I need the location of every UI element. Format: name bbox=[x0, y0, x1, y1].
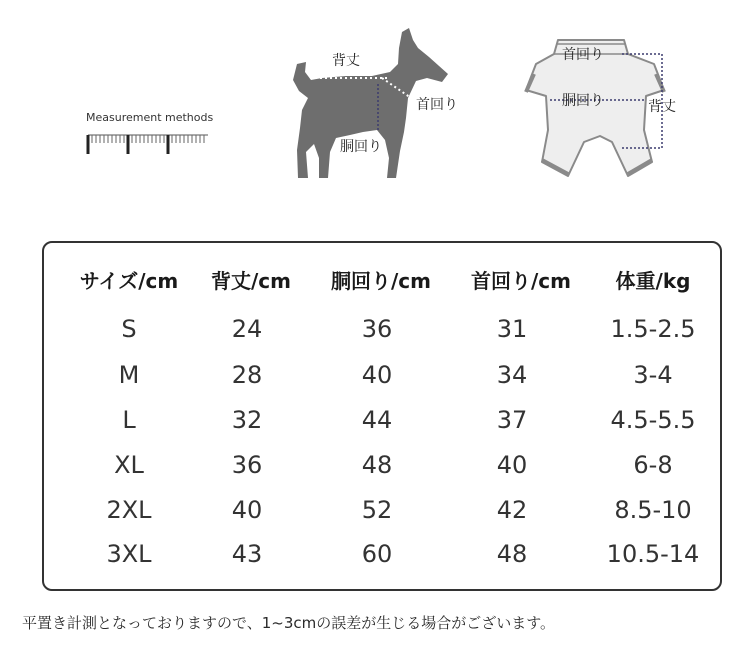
row-xl-back: 36 bbox=[231, 451, 263, 479]
header-chest: 胴回り/cm bbox=[331, 269, 431, 293]
row-3xl-back: 43 bbox=[231, 540, 263, 568]
row-l-chest: 44 bbox=[361, 406, 393, 434]
row-2xl-back: 40 bbox=[231, 496, 263, 524]
row-m-neck: 34 bbox=[496, 361, 528, 389]
row-l-neck: 37 bbox=[496, 406, 528, 434]
row-2xl-size: 2XL bbox=[106, 496, 152, 524]
row-2xl-chest: 52 bbox=[361, 496, 393, 524]
header-size: サイズ/cm bbox=[79, 269, 179, 293]
dog-figure bbox=[286, 26, 476, 186]
row-m-back: 28 bbox=[231, 361, 263, 389]
header-weight: 体重/kg bbox=[615, 269, 691, 293]
garment-figure bbox=[510, 30, 700, 190]
row-l-size: L bbox=[122, 406, 136, 434]
garment-neck-label: 首回り bbox=[562, 47, 604, 63]
row-m-size: M bbox=[118, 361, 140, 389]
row-xl-chest: 48 bbox=[361, 451, 393, 479]
dog-back-label: 背丈 bbox=[332, 53, 360, 69]
row-3xl-size: 3XL bbox=[106, 540, 152, 568]
row-s-back: 24 bbox=[231, 315, 263, 343]
dog-chest-label: 胴回り bbox=[340, 139, 382, 155]
header-back-length: 背丈/cm bbox=[211, 269, 291, 293]
row-l-weight: 4.5-5.5 bbox=[610, 406, 696, 434]
measurement-methods-title: Measurement methods bbox=[86, 111, 214, 124]
row-m-chest: 40 bbox=[361, 361, 393, 389]
dog-neck-label: 首回り bbox=[416, 97, 458, 113]
garment-chest-label: 胴回り bbox=[562, 93, 604, 109]
row-2xl-weight: 8.5-10 bbox=[614, 496, 692, 524]
row-s-weight: 1.5-2.5 bbox=[610, 315, 696, 343]
row-m-weight: 3-4 bbox=[633, 361, 673, 389]
row-l-back: 32 bbox=[231, 406, 263, 434]
ruler-icon bbox=[86, 130, 210, 160]
row-xl-size: XL bbox=[114, 451, 144, 479]
row-2xl-neck: 42 bbox=[496, 496, 528, 524]
measurement-note: 平置き計測となっておりますので、1~3cmの誤差が生じる場合がございます。 bbox=[22, 614, 556, 632]
row-xl-weight: 6-8 bbox=[633, 451, 673, 479]
row-s-chest: 36 bbox=[361, 315, 393, 343]
row-xl-neck: 40 bbox=[496, 451, 528, 479]
size-table bbox=[42, 241, 722, 591]
garment-back-label: 背丈 bbox=[648, 99, 676, 115]
header-neck: 首回り/cm bbox=[471, 269, 571, 293]
row-3xl-weight: 10.5-14 bbox=[606, 540, 700, 568]
row-s-size: S bbox=[121, 315, 137, 343]
row-3xl-chest: 60 bbox=[361, 540, 393, 568]
row-s-neck: 31 bbox=[496, 315, 528, 343]
row-3xl-neck: 48 bbox=[496, 540, 528, 568]
